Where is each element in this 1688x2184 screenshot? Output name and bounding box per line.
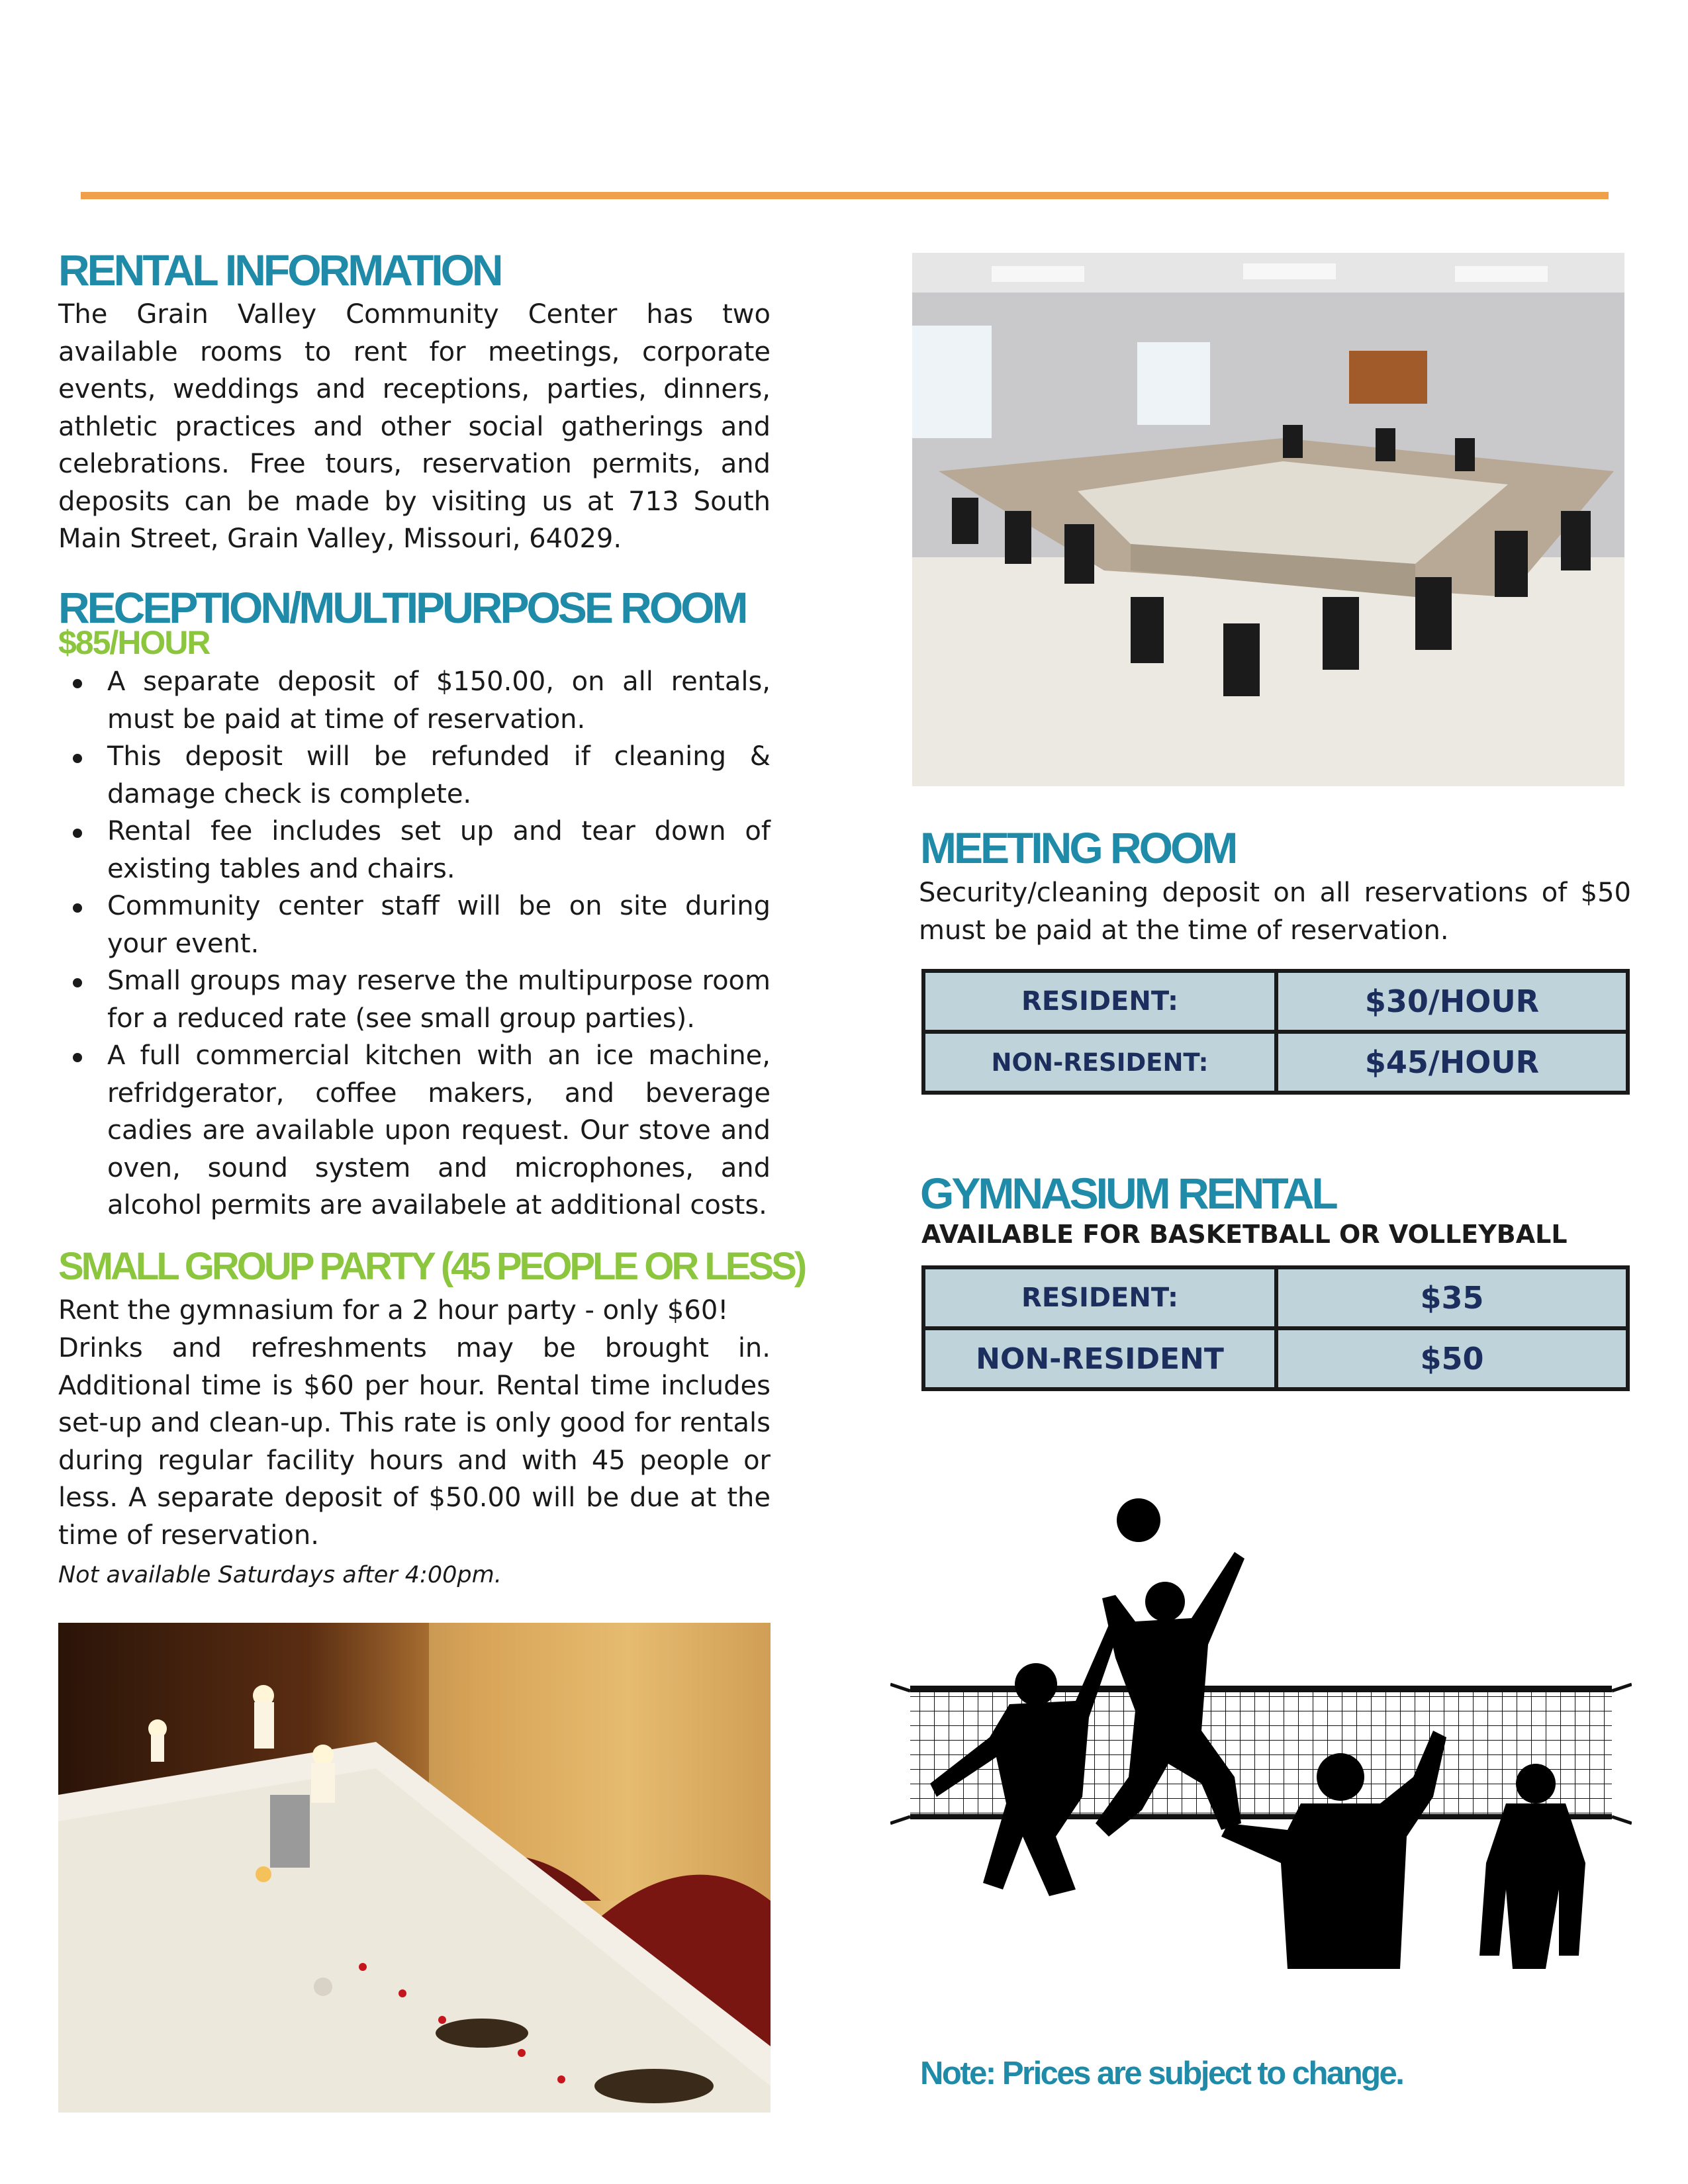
small-group-heading: SMALL GROUP PARTY (45 PEOPLE OR LESS) [58, 1245, 805, 1288]
resident-price: $30/HOUR [1276, 971, 1628, 1032]
orange-divider [81, 192, 1609, 199]
table-row [923, 971, 1628, 1032]
gymnasium-heading: GYMNASIUM RENTAL [920, 1169, 1336, 1218]
non-resident-label: NON-RESIDENT [923, 1328, 1276, 1389]
resident-label: RESIDENT: [923, 1267, 1276, 1328]
meeting-room-price-table [921, 969, 1630, 1095]
reception-table-photo [58, 1623, 771, 2113]
meeting-room-heading: MEETING ROOM [920, 823, 1236, 872]
bullet-item: Small groups may reserve the multipurpose room for a reduced rate (see small group parties). [58, 962, 771, 1037]
volleyball-players-illustration [890, 1492, 1632, 1982]
resident-label: RESIDENT: [923, 971, 1276, 1032]
gymnasium-subheading: AVAILABLE FOR BASKETBALL OR VOLLEYBALL [921, 1220, 1568, 1249]
table-row [923, 1032, 1628, 1093]
footer-note: Note: Prices are subject to change. [920, 2056, 1403, 2091]
gymnasium-price-table [921, 1265, 1630, 1391]
reception-room-heading: RECEPTION/MULTIPURPOSE ROOM [58, 583, 746, 632]
non-resident-price: $50 [1276, 1328, 1628, 1389]
meeting-room-photo [912, 253, 1624, 786]
reception-room-bullets [58, 663, 771, 1224]
table-row [923, 1267, 1628, 1328]
resident-price: $35 [1276, 1267, 1628, 1328]
small-group-note: Not available Saturdays after 4:00pm. [58, 1562, 502, 1588]
rental-info-heading: RENTAL INFORMATION [58, 246, 501, 295]
bullet-item: A full commercial kitchen with an ice machine, refridgerator, coffee makers, and beverage cadies are available upon request. Our stove and oven, sound system and microphones, and alcohol permits are availabele at additional costs. [58, 1037, 771, 1224]
bullet-item: A separate deposit of $150.00, on all rentals, must be paid at time of reservation. [58, 663, 771, 738]
rental-info-body: The Grain Valley Community Center has two available rooms to rent for meetings, corporate events, weddings and receptions, parties, dinners, athletic practices and other social gatherings and celebrations. Free tours, reservation permits, and deposits can be made by visiting us at 713 South Main Street, Grain Valley, Missouri, 64029. [58, 299, 771, 554]
meeting-room-body: Security/cleaning deposit on all reservations of $50 must be paid at the time of reservation. [919, 878, 1631, 946]
bullet-item: Rental fee includes set up and tear down of existing tables and chairs. [58, 813, 771, 887]
table-row [923, 1328, 1628, 1389]
reception-room-price: $85/HOUR [58, 624, 210, 661]
bullet-item: Community center staff will be on site during your event. [58, 887, 771, 962]
non-resident-price: $45/HOUR [1276, 1032, 1628, 1093]
small-group-line1: Rent the gymnasium for a 2 hour party - only $60! [58, 1295, 729, 1326]
small-group-body: Drinks and refreshments may be brought in. Additional time is $60 per hour. Rental time includes set-up and clean-up. This rate is only good for rentals during regular facility hours and with 45 people or less. A separate deposit of $50.00 will be due at the time of reservation. [58, 1333, 771, 1551]
non-resident-label: NON-RESIDENT: [923, 1032, 1276, 1093]
bullet-item: This deposit will be refunded if cleaning & damage check is complete. [58, 738, 771, 813]
